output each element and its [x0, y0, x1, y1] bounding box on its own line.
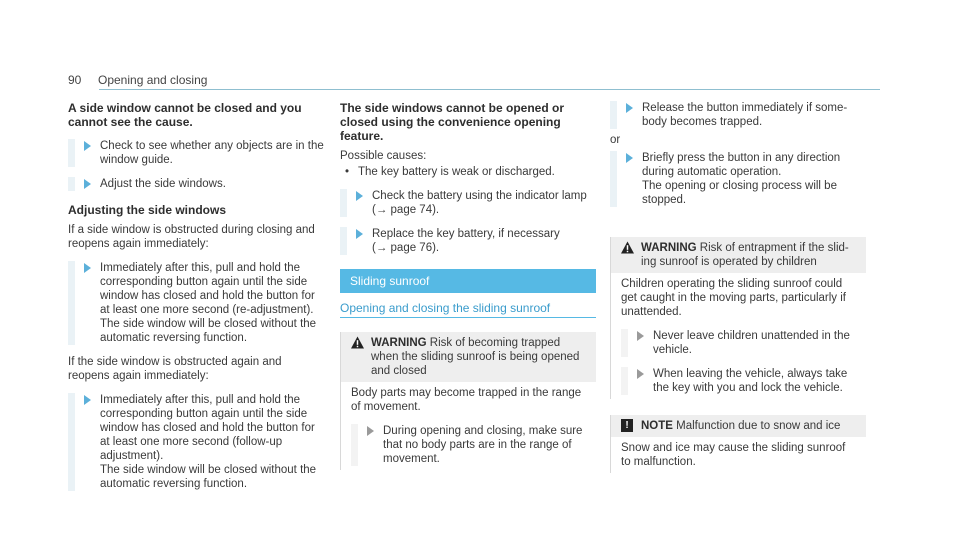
heading-cannot-open: The side windows cannot be opened or closed using the convenience opening feature.	[340, 101, 565, 143]
column-3	[610, 101, 866, 473]
step-arrow-icon	[84, 141, 91, 151]
warning-step-key: When leaving the vehicle, always take the key with you and lock the vehicle.	[621, 367, 858, 395]
warning-label: WARNING	[371, 337, 427, 349]
step-adjust-windows: Adjust the side windows.	[68, 177, 324, 191]
step-arrow-icon	[637, 369, 644, 379]
step-followup: Immediately after this, pull and hold the corresponding button again until the side window has closed and hold the button for at least one more second (follow-up adjustment). The side window will be closed without the automatic reversing function.	[68, 393, 324, 491]
paragraph-obstructed-again: If the side window is obstructed again and reopens again immediately:	[68, 356, 282, 382]
section-title: Opening and closing	[98, 73, 208, 87]
heading-adjusting: Adjusting the side windows	[68, 203, 227, 217]
step-check-battery: Check the battery using the indicator lamp (→ page 74).	[340, 189, 596, 217]
step-press-button: Briefly press the button in any direction during automatic operation. The opening or closing process will be stopped.	[610, 151, 866, 207]
causes-list	[340, 165, 596, 179]
step-arrow-icon	[626, 103, 633, 113]
step-release-button: Release the button immediately if somebody becomes trapped.	[610, 101, 866, 129]
warning-icon	[621, 241, 634, 254]
page-header	[68, 73, 207, 87]
step-arrow-icon	[637, 331, 644, 341]
header-rule	[99, 89, 880, 90]
causes-label: Possible causes:	[340, 150, 427, 162]
note-body: Snow and ice may cause the sliding sunroof to malfunction.	[621, 442, 846, 468]
note-label: NOTE	[641, 420, 673, 432]
step-arrow-icon	[84, 179, 91, 189]
warning-icon	[351, 336, 364, 349]
page-number: 90	[68, 73, 82, 87]
step-arrow-icon	[84, 395, 91, 405]
warning-title: Risk of becoming trapped when the sliding sunroof is being opened and closed	[371, 337, 580, 377]
step-arrow-icon	[367, 426, 374, 436]
step-arrow-icon	[626, 153, 633, 163]
step-check-objects: Check to see whether any objects are in the window guide.	[68, 139, 324, 167]
warning-body: Body parts may become trapped in the range of movement.	[351, 387, 582, 413]
or-text: or	[610, 134, 621, 146]
page-reference: (→ page 74).	[372, 204, 440, 216]
warning-step-children: Never leave children unattended in the vehicle.	[621, 329, 858, 357]
column-2	[340, 101, 596, 470]
step-arrow-icon	[84, 263, 91, 273]
section-banner: Sliding sunroof	[340, 269, 596, 293]
subheading: Opening and closing the sliding sunroof	[340, 301, 596, 318]
warning-step: During opening and closing, make sure that no body parts are in the range of movement.	[351, 424, 588, 466]
heading-cannot-close: A side window cannot be closed and you cannot see the cause.	[68, 101, 302, 129]
warning-box	[340, 332, 596, 470]
step-arrow-icon	[356, 191, 363, 201]
warning-box-children	[610, 237, 866, 399]
list-item: • The key battery is weak or discharged.	[340, 165, 596, 179]
note-box	[610, 415, 866, 473]
step-replace-battery: Replace the key battery, if necessary (→ page 76).	[340, 227, 596, 255]
warning-label: WARNING	[641, 242, 697, 254]
exclamation-icon: !	[621, 419, 633, 432]
warning-title: Risk of entrapment if the sliding sunroof is operated by children	[641, 242, 849, 268]
warning-body: Children operating the sliding sunroof could get caught in the moving parts, particularly if unattended.	[621, 278, 847, 318]
note-title: Malfunction due to snow and ice	[676, 420, 841, 432]
step-readjust: Immediately after this, pull and hold the corresponding button again until the side window has closed and hold the button for at least one more second (re-adjustment). The side window will be closed without the automatic reversing function.	[68, 261, 324, 345]
step-arrow-icon	[356, 229, 363, 239]
column-1	[68, 101, 324, 491]
paragraph-obstructed: If a side window is obstructed during closing and reopens again immediately:	[68, 224, 315, 250]
page-reference: (→ page 76).	[372, 242, 440, 254]
